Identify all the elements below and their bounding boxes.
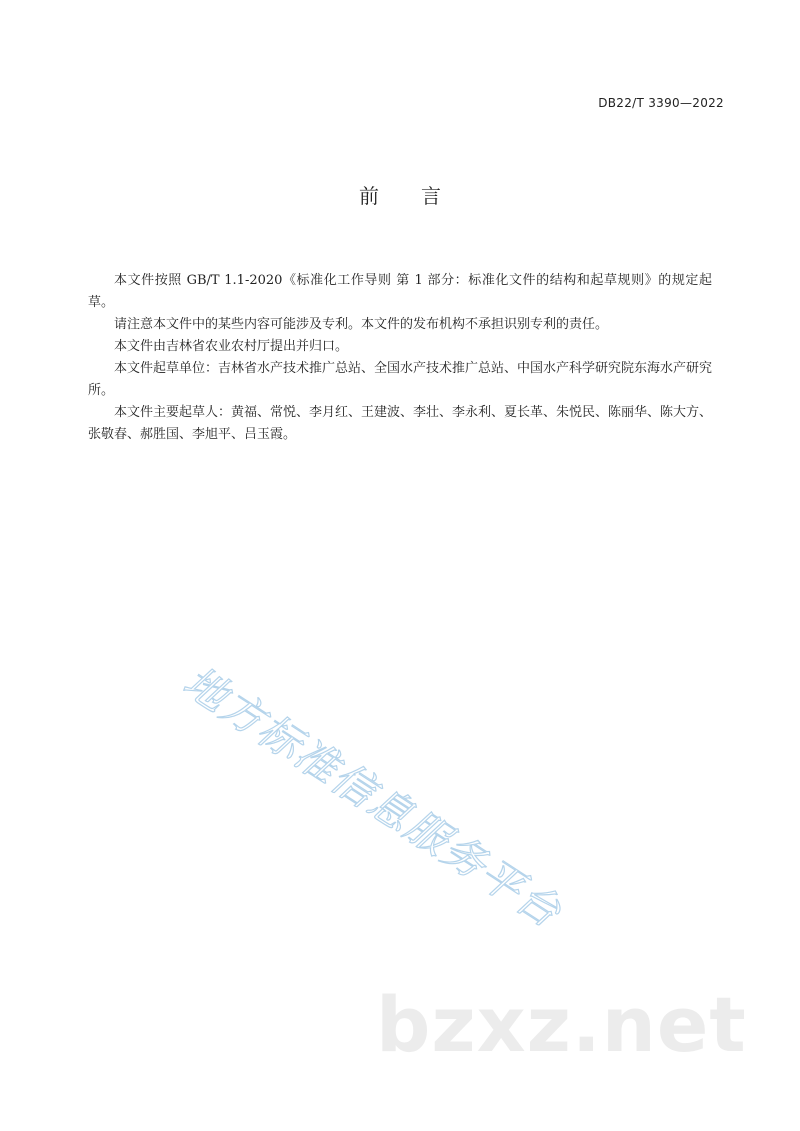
foreword-body (88, 270, 712, 446)
paragraph-proposer: 本文件由吉林省农业农村厅提出并归口。 (114, 339, 349, 354)
paragraph-drafting-rule: 本文件按照 GB/T 1.1-2020《标准化工作导则 第 1 部分：标准化文件的结构和起草规则》的规定起草。 (88, 273, 712, 310)
paragraph-drafters: 本文件主要起草人：黄福、常悦、李月红、王建波、李壮、李永利、夏长革、朱悦民、陈丽华、陈大方、张敬春、郝胜国、李旭平、吕玉霞。 (88, 405, 713, 442)
paragraph-drafting-units: 本文件起草单位：吉林省水产技术推广总站、全国水产技术推广总站、中国水产科学研究院东海水产研究所。 (88, 361, 713, 398)
document-code: DB22/T 3390—2022 (598, 96, 724, 110)
paragraph-patent-notice: 请注意本文件中的某些内容可能涉及专利。本文件的发布机构不承担识别专利的责任。 (114, 317, 609, 332)
watermark-site-text: bzxz.net (376, 980, 747, 1069)
section-title: 前言 (359, 184, 483, 208)
watermark-platform-text: 地方标准信息服务平台 (174, 656, 571, 938)
